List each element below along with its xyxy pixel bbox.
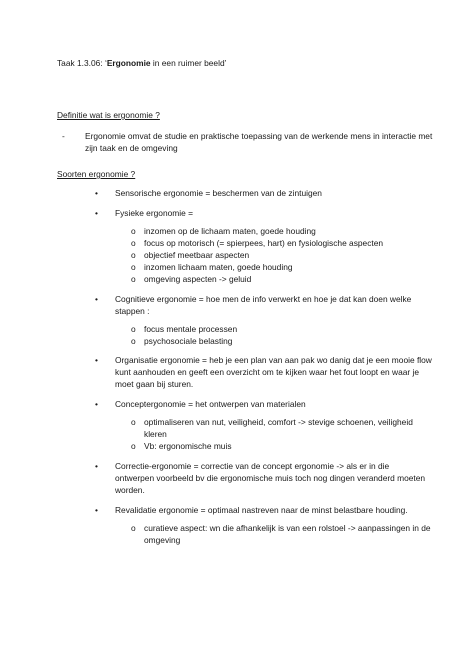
- list-item: focus op motorisch (= spierpees, hart) en fysiologische aspecten: [144, 238, 384, 248]
- sub-bullet-marker: o: [131, 262, 136, 272]
- bullet-marker: •: [95, 208, 98, 218]
- bullet-marker: •: [95, 355, 98, 365]
- sub-bullet-marker: o: [131, 226, 136, 236]
- sub-bullet-marker: o: [131, 250, 136, 260]
- definition-text-line: Ergonomie omvat de studie en praktische toepassing van de werkende mens in interactie met: [85, 131, 433, 141]
- list-item-continuation: kleren: [144, 429, 167, 439]
- cognitive-ergonomics-line: Cognitieve ergonomie = hoe men de info verwerkt en hoe je dat kan doen welke: [115, 294, 412, 304]
- revalidation-ergonomics: Revalidatie ergonomie = optimaal nastreven naar de minst belastbare houding.: [115, 505, 408, 515]
- definition-text-line: zijn taak en de omgeving: [85, 143, 178, 153]
- organisational-ergonomics-line: kunt aanhouden en geeft een overzicht om te kijken waar het fout loopt en waar je: [115, 367, 420, 377]
- list-item: optimaliseren van nut, veiligheid, comfort -> stevige schoenen, veiligheid: [144, 417, 413, 427]
- list-item: focus mentale processen: [144, 324, 238, 334]
- corrective-ergonomics-line: worden.: [115, 485, 145, 495]
- sub-bullet-marker: o: [131, 523, 136, 533]
- document-title: Taak 1.3.06: ‘Ergonomie in een ruimer beeld’: [57, 58, 227, 68]
- list-item-continuation: omgeving: [144, 535, 181, 545]
- sensory-ergonomics: Sensorische ergonomie = beschermen van de zintuigen: [115, 188, 322, 198]
- definition-heading: Definitie wat is ergonomie ?: [57, 110, 160, 120]
- types-heading: Soorten ergonomie ?: [57, 169, 136, 179]
- bullet-marker: •: [95, 505, 98, 515]
- list-item: Vb: ergonomische muis: [144, 441, 232, 451]
- sub-bullet-marker: o: [131, 238, 136, 248]
- dash-marker: -: [62, 131, 65, 141]
- organisational-ergonomics-line: moet gaan bij sturen.: [115, 379, 194, 389]
- bullet-marker: •: [95, 294, 98, 304]
- list-item: psychosociale belasting: [144, 336, 233, 346]
- list-item: objectief meetbaar aspecten: [144, 250, 250, 260]
- sub-bullet-marker: o: [131, 441, 136, 451]
- sub-bullet-marker: o: [131, 336, 136, 346]
- corrective-ergonomics-line: ontwerpen voorbeeld bv die ergonomische muis toch nog dingen veranderd moeten: [115, 473, 426, 483]
- cognitive-ergonomics-line: stappen :: [115, 306, 150, 316]
- list-item: inzomen op de lichaam maten, goede houding: [144, 226, 316, 236]
- sub-bullet-marker: o: [131, 274, 136, 284]
- bullet-marker: •: [95, 399, 98, 409]
- organisational-ergonomics-line: Organisatie ergonomie = heb je een plan van aan pak wo danig dat je een mooie flow: [115, 355, 432, 365]
- concept-ergonomics: Conceptergonomie = het ontwerpen van materialen: [115, 399, 306, 409]
- list-item: curatieve aspect: wn die afhankelijk is van een rolstoel -> aanpassingen in de: [144, 523, 431, 533]
- list-item: omgeving aspecten -> geluid: [144, 274, 252, 284]
- bullet-marker: •: [95, 188, 98, 198]
- corrective-ergonomics-line: Correctie-ergonomie = correctie van de concept ergonomie -> als er in die: [115, 461, 390, 471]
- sub-bullet-marker: o: [131, 417, 136, 427]
- sub-bullet-marker: o: [131, 324, 136, 334]
- bullet-marker: •: [95, 461, 98, 471]
- list-item: inzomen lichaam maten, goede houding: [144, 262, 293, 272]
- physical-ergonomics: Fysieke ergonomie =: [115, 208, 193, 218]
